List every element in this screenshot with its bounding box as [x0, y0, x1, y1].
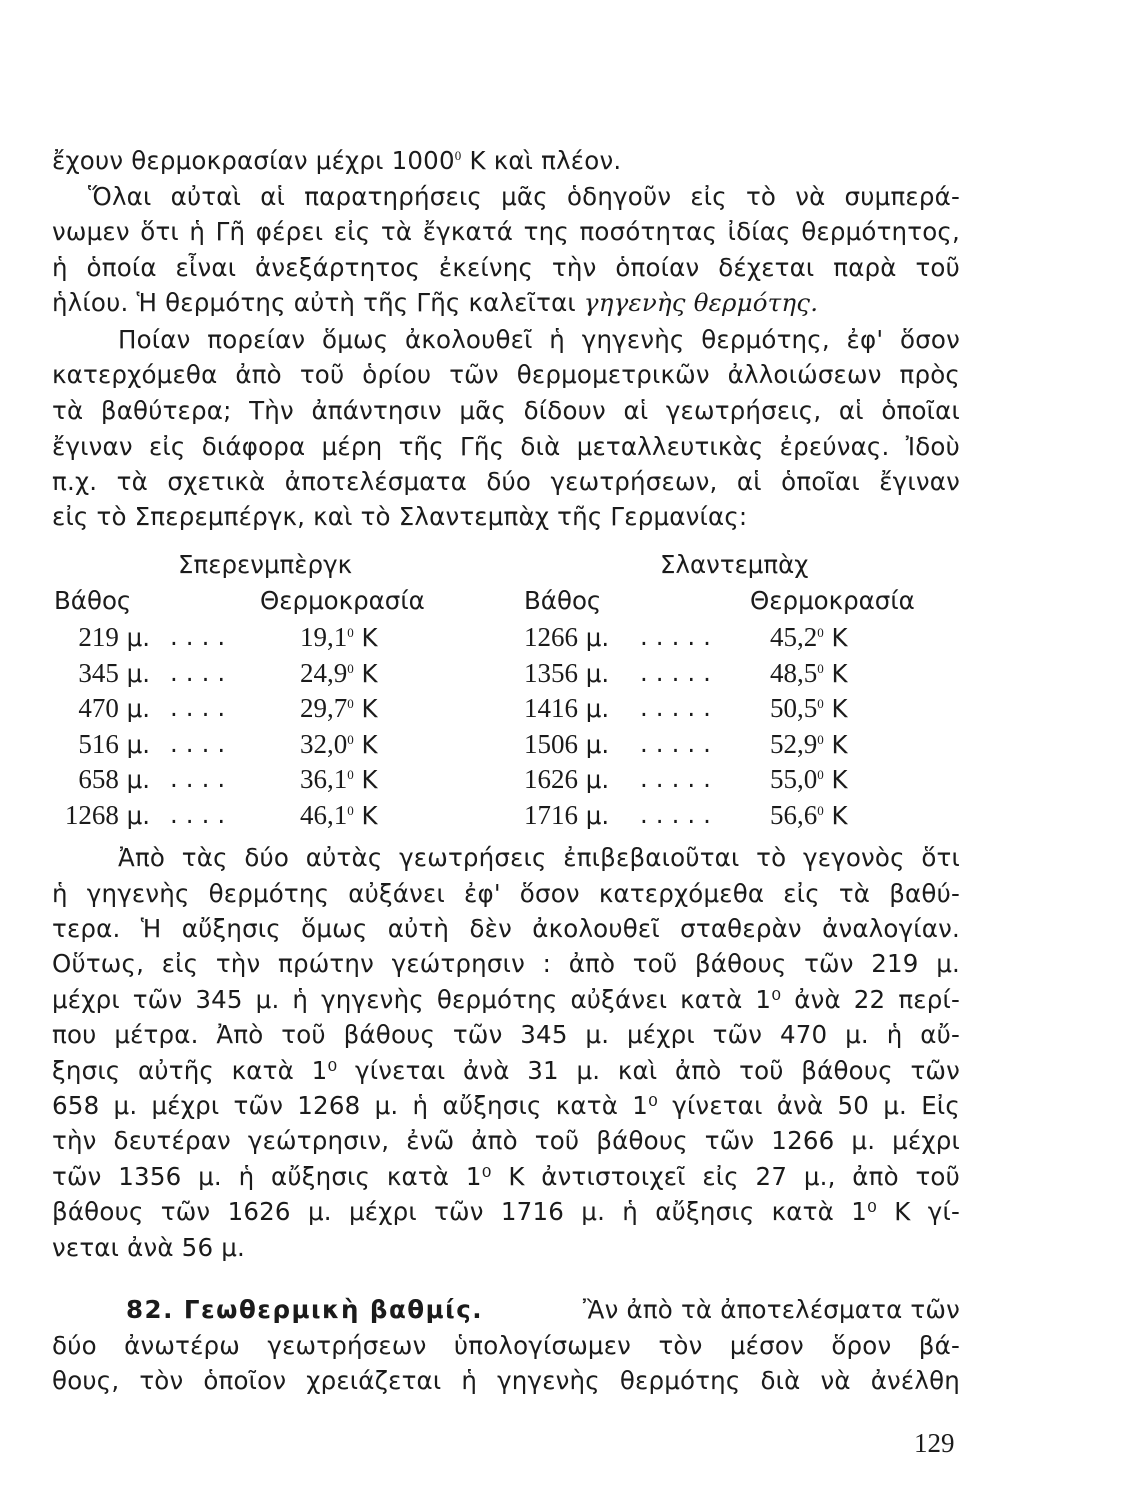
right-temp-cell: 48,5$^0$ Κ: [770, 657, 848, 688]
right-temp-cell: 56,6$^0$ Κ: [770, 799, 848, 830]
right-depth-cell: 1506 μ.: [524, 728, 610, 759]
right-depth-cell: 1716 μ.: [524, 799, 610, 830]
table-left-temp-header: Θερμοκρασία: [260, 586, 425, 615]
para1-line-2: Ὅλαι αὐταὶ αἱ παρατηρήσεις μᾶς ὁδηγοῦν εἰς τὸ νὰ συμπερά-: [88, 182, 960, 211]
left-depth-cell: 470 μ.: [78, 693, 150, 723]
left-dots: ....: [170, 657, 234, 687]
left-temp-cell: 29,7$^0$ Κ: [300, 693, 378, 723]
left-depth-cell: 516 μ.: [78, 728, 150, 759]
para1-line-5: ἡλίου. Ἡ θερμότης αὐτὴ τῆς Γῆς καλεῖται γηγενὴς θερμότης.: [52, 288, 819, 317]
para3-line-11: βάθους τῶν 1626 μ. μέχρι τῶν 1716 μ. ἡ αὔξησις κατὰ 1⁰ Κ γί-: [52, 1197, 960, 1226]
left-temp-cell: 24,9$^0$ Κ: [300, 657, 378, 688]
left-temp-cell: 36,1$^0$ Κ: [300, 764, 378, 794]
para2-line-3: τὰ βαθύτερα; Τὴν ἀπάντησιν μᾶς δίδουν αἱ γεωτρήσεις, αἱ ὁποῖαι: [52, 396, 960, 425]
right-depth-cell: 1356 μ.: [524, 657, 610, 688]
para3-line-4: Οὕτως, εἰς τὴν πρώτην γεώτρησιν : ἀπὸ τοῦ βάθους τῶν 219 μ.: [52, 949, 960, 978]
para3-line-7: ξησις αὐτῆς κατὰ 1⁰ γίνεται ἀνὰ 31 μ. καὶ ἀπὸ τοῦ βάθους τῶν: [52, 1056, 960, 1085]
para1-line-1: ἔχουν θερμοκρασίαν μέχρι 1000$^0$ Κ καὶ πλέον.: [52, 146, 622, 175]
left-depth-cell: 658 μ.: [78, 764, 150, 794]
right-dots: .....: [640, 622, 719, 651]
para2-line-5: π.χ. τὰ σχετικὰ ἀποτελέσματα δύο γεωτρήσεων, αἱ ὁποῖαι ἔγιναν: [52, 467, 960, 496]
right-depth-cell: 1626 μ.: [524, 764, 610, 794]
right-depth-cell: 1416 μ.: [524, 693, 610, 723]
right-depth-cell: 1266 μ.: [524, 622, 610, 652]
right-dots: .....: [640, 693, 719, 722]
para3-line-9: τὴν δευτέραν γεώτρησιν, ἐνῶ ἀπὸ τοῦ βάθους τῶν 1266 μ. μέχρι: [52, 1126, 960, 1155]
para2-line-2: κατερχόμεθα ἀπὸ τοῦ ὁρίου τῶν θερμομετρικῶν ἀλλοιώσεων πρὸς: [52, 360, 960, 389]
table-right-title: Σλαντεμπὰχ: [660, 550, 809, 579]
right-temp-cell: 55,0$^0$ Κ: [770, 764, 848, 794]
para3-line-2: ἡ γηγενὴς θερμότης αὐξάνει ἐφ' ὅσον κατερχόμεθα εἰς τὰ βαθύ-: [52, 879, 960, 908]
left-temp-cell: 46,1$^0$ Κ: [300, 799, 378, 830]
page-number: 129: [914, 1428, 955, 1458]
left-temp-cell: 32,0$^0$ Κ: [300, 728, 378, 759]
table-left-title: Σπερενμπὲργκ: [178, 550, 353, 579]
right-dots: .....: [640, 728, 719, 758]
right-temp-cell: 50,5$^0$ Κ: [770, 693, 848, 723]
para3-line-3: τερα. Ἡ αὔξησις ὅμως αὐτὴ δὲν ἀκολουθεῖ σταθερὰν ἀναλογίαν.: [52, 914, 960, 943]
para2-line-1: Ποίαν πορείαν ὅμως ἀκολουθεῖ ἡ γηγενὴς θερμότης, ἐφ' ὅσον: [118, 325, 960, 354]
section-82-heading: 82. Γεωθερμικὴ βαθμίς.: [126, 1295, 484, 1324]
term-geothermal-heat: γηγενὴς θερμότης.: [583, 288, 819, 317]
para3-line-6: που μέτρα. Ἀπὸ τοῦ βάθους τῶν 345 μ. μέχρι τῶν 470 μ. ἡ αὔ-: [52, 1020, 960, 1049]
right-dots: .....: [640, 657, 719, 687]
para2-line-6: εἰς τὸ Σπερεμπέργκ, καὶ τὸ Σλαντεμπὰχ τῆς Γερμανίας:: [52, 502, 748, 531]
table-right-depth-header: Βάθος: [524, 586, 602, 615]
para1-line-4: ἡ ὁποία εἶναι ἀνεξάρτητος ἐκείνης τὴν ὁποίαν δέχεται παρὰ τοῦ: [52, 253, 960, 282]
para3-line-10: τῶν 1356 μ. ἡ αὔξησις κατὰ 1⁰ Κ ἀντιστοιχεῖ εἰς 27 μ., ἀπὸ τοῦ: [52, 1162, 960, 1191]
left-dots: ....: [170, 728, 234, 758]
left-dots: ....: [170, 693, 234, 722]
right-dots: .....: [640, 799, 719, 829]
table-right-temp-header: Θερμοκρασία: [750, 586, 915, 615]
right-dots: .....: [640, 764, 719, 793]
para3-line-5: μέχρι τῶν 345 μ. ἡ γηγενὴς θερμότης αὐξάνει κατὰ 1⁰ ἀνὰ 22 περί-: [52, 985, 960, 1014]
para3-line-8: 658 μ. μέχρι τῶν 1268 μ. ἡ αὔξησις κατὰ 1⁰ γίνεται ἀνὰ 50 μ. Εἰς: [52, 1091, 960, 1120]
left-depth-cell: 1268 μ.: [64, 799, 150, 830]
para1-line-3: νωμεν ὅτι ἡ Γῆ φέρει εἰς τὰ ἔγκατά της ποσότητας ἰδίας θερμότητος,: [52, 217, 960, 246]
section-82-line-1: 82. Γεωθερμικὴ βαθμίς. Ἂν ἀπὸ τὰ ἀποτελέσματα τῶν: [126, 1293, 960, 1327]
right-temp-cell: 52,9$^0$ Κ: [770, 728, 848, 759]
table-left-depth-header: Βάθος: [54, 586, 132, 615]
section-82-line-3: θους, τὸν ὁποῖον χρειάζεται ἡ γηγενὴς θερμότης διὰ νὰ ἀνέλθη: [52, 1366, 960, 1395]
section-82-line-2: δύο ἀνωτέρω γεωτρήσεων ὑπολογίσωμεν τὸν μέσον ὅρον βά-: [52, 1331, 960, 1360]
right-temp-cell: 45,2$^0$ Κ: [770, 622, 848, 652]
left-temp-cell: 19,1$^0$ Κ: [300, 622, 378, 652]
left-depth-cell: 345 μ.: [78, 657, 150, 688]
left-dots: ....: [170, 622, 234, 651]
left-depth-cell: 219 μ.: [78, 622, 150, 652]
left-dots: ....: [170, 799, 234, 829]
para3-line-1: Ἀπὸ τὰς δύο αὐτὰς γεωτρήσεις ἐπιβεβαιοῦται τὸ γεγονὸς ὅτι: [118, 843, 960, 872]
para2-line-4: ἔγιναν εἰς διάφορα μέρη τῆς Γῆς διὰ μεταλλευτικὰς ἐρεύνας. Ἰδοὺ: [52, 432, 960, 461]
para3-line-12: νεται ἀνὰ 56 μ.: [52, 1233, 246, 1262]
left-dots: ....: [170, 764, 234, 793]
